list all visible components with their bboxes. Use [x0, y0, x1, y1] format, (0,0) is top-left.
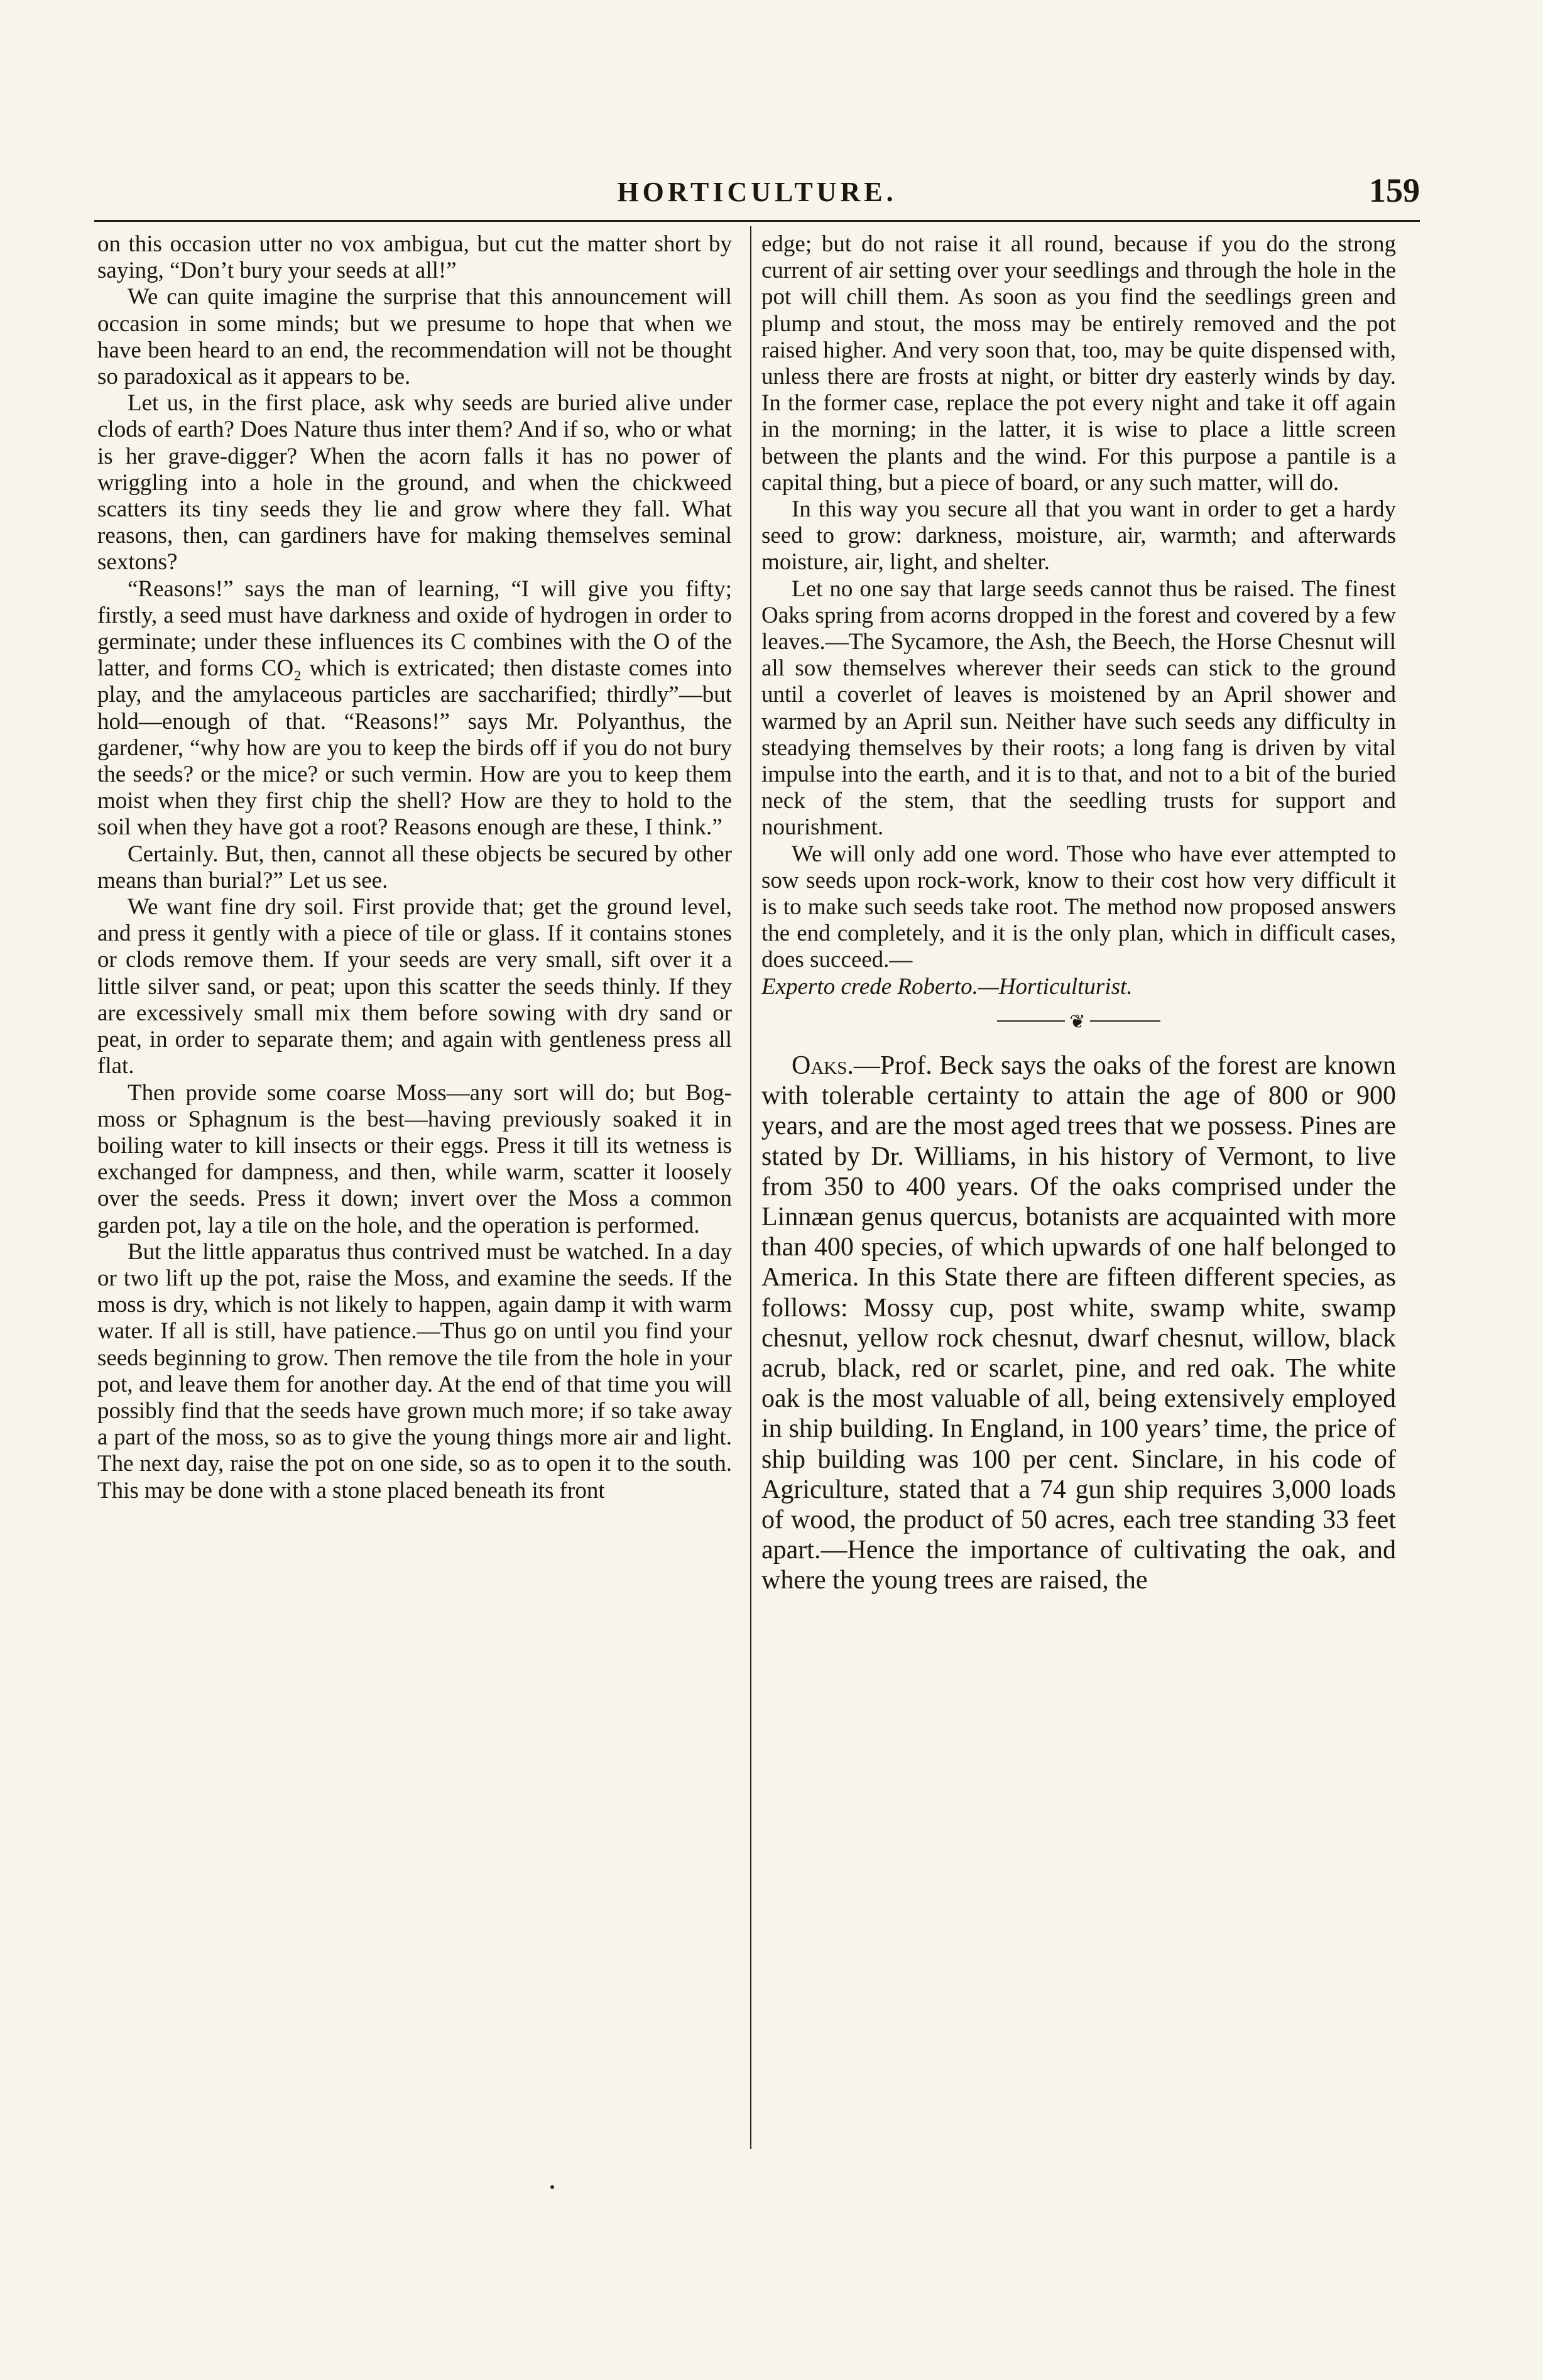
page-header — [94, 171, 1420, 221]
paragraph: edge; but do not raise it all round, because if you do the strong current of air setting over your seedlings and through the hole in the pot will chill them. As soon as you find the seedlings green and plump and stout, the moss may be entirely removed and the pot raised higher. And very soon that, too, may be quite dispensed with, unless there are frosts at night, or bitter dry easterly winds by day. In the former case, replace the pot every night and take it off again in the morning; in the latter, it is wise to place a little screen between the plants and the wind. For this purpose a pantile is a capital thing, but a piece of board, or any such matter, will do. — [761, 231, 1396, 496]
article-lead: Oaks. — [792, 1051, 854, 1080]
paragraph: We can quite imagine the surprise that this announcement will occasion in some minds; but we presume to hope that when we have been heard to an end, the recommendation will not be thought so paradoxical as it appears to be. — [97, 284, 732, 390]
oaks-article — [761, 1051, 1396, 1596]
header-rule — [94, 220, 1420, 222]
paragraph: Let us, in the first place, ask why seeds are buried alive under clods of earth? Does Nature thus inter them? And if so, who or what is her grave-digger? When the acorn falls it has no power of wriggling into a hole in the ground, and when the chickweed scatters its tiny seeds they lie and grow where they fall. What reasons, then, can gardiners have for making themselves seminal sextons? — [97, 390, 732, 576]
left-column — [97, 231, 732, 1504]
paragraph: We want fine dry soil. First provide that; get the ground level, and press it gently with a piece of tile or glass. If it contains stones or clods remove them. If your seeds are very small, sift over it a little silver sand, or peat; upon this scatter the seeds thinly. If they are excessively small mix them before sowing with dry sand or peat, in order to separate them; and again with gentleness press all flat. — [97, 894, 732, 1079]
paragraph: Let no one say that large seeds cannot thus be raised. The finest Oaks spring from acorns dropped in the forest and covered by a few leaves.—The Sycamore, the Ash, the Beech, the Horse Chesnut will all sow themselves wherever their seeds can stick to the ground until a coverlet of leaves is moistened by an April shower and warmed by an April sun. Neither have such seeds any difficulty in steadying themselves by their roots; a long fang is driven by vital impulse into the earth, and it is to that, and not to a bit of the buried neck of the stem, that the seedling trusts for support and nourishment. — [761, 576, 1396, 841]
right-column — [761, 231, 1396, 1596]
paragraph: But the little apparatus thus contrived must be watched. In a day or two lift up the pot, raise the Moss, and examine the seeds. If the moss is dry, which is not likely to happen, again damp it with warm water. If all is still, have patience.—Thus go on until you find your seeds beginning to grow. Then remove the tile from the hole in your pot, and leave them for another day. At the end of that time you will possibly find that the seeds have grown much more; if so take away a part of the moss, so as to give the young things more air and light. The next day, raise the pot on one side, so as to open it to the south. This may be done with a stone placed beneath its front — [97, 1238, 732, 1504]
page-number: 159 — [1369, 172, 1420, 209]
paragraph: “Reasons!” says the man of learning, “I will give you fifty; firstly, a seed must have darkness and oxide of hydrogen in order to germinate; under these influences its C combines with the O of the latter, and forms CO₂ which is extricated; then distaste comes into play, and the amylaceous particles are saccharified; thirdly”—but hold—enough of that. “Reasons!” says Mr. Polyanthus, the gardener, “why how are you to keep the birds off if you do not bury the seeds? or the mice? or such vermin. How are you to keep them moist when they first chip the shell? How are they to hold to the soil when they have got a root? Reasons enough are these, I think.” — [97, 576, 732, 841]
paragraph: on this occasion utter no vox ambigua, but cut the matter short by saying, “Don’t bury your seeds at all!” — [97, 231, 732, 284]
paragraph: We will only add one word. Those who have ever attempted to sow seeds upon rock-work, know to their cost how very difficult it is to make such seeds take root. The method now proposed answers the end completely, and it is the only plan, which in difficult cases, does succeed.— — [761, 841, 1396, 973]
article-body: —Prof. Beck says the oaks of the forest are known with tolerable certainty to attain the age of 800 or 900 years, and are the most aged trees that we possess. Pines are stated by Dr. Williams, in his history of Vermont, to live from 350 to 400 years. Of the oaks comprised under the Linnæan genus quercus, botanists are acquainted with more than 400 species, of which upwards of one half belonged to America. In this State there are fifteen different species, as follows: Mossy cup, post white, swamp white, swamp chesnut, yellow rock chesnut, dwarf chesnut, willow, black acrub, black, red or scarlet, pine, and red oak. The white oak is the most valuable of all, being extensively employed in ship building. In England, in 100 years’ time, the price of ship building was 100 per cent. Sinclare, in his code of Agriculture, stated that a 74 gun ship requires 3,000 loads of wood, the product of 50 acres, each tree standing 33 feet apart.—Hence the importance of cultivating the oak, and where the young trees are raised, the — [761, 1051, 1396, 1595]
attribution: Experto crede Roberto.—Horticulturist. — [761, 973, 1133, 1000]
printer-mark — [550, 2185, 554, 2189]
column-divider — [750, 226, 751, 2149]
paragraph: In this way you secure all that you want in order to get a hardy seed to grow: darkness, moisture, air, warmth; and afterwards moisture, air, light, and shelter. — [761, 496, 1396, 576]
section-separator — [997, 1010, 1160, 1032]
running-head: HORTICULTURE. — [617, 177, 897, 207]
paragraph: Then provide some coarse Moss—any sort will do; but Bog-moss or Sphagnum is the best—having previously soaked it in boiling water to kill insects or their eggs. Press it till its wetness is exchanged for dampness, and then, while warm, scatter it loosely over the seeds. Press it down; invert over the Moss a common garden pot, lay a tile on the hole, and the operation is performed. — [97, 1079, 732, 1238]
fleuron-icon: ❦ — [1065, 1009, 1090, 1035]
paragraph: Certainly. But, then, cannot all these objects be secured by other means than burial?” Let us see. — [97, 841, 732, 893]
